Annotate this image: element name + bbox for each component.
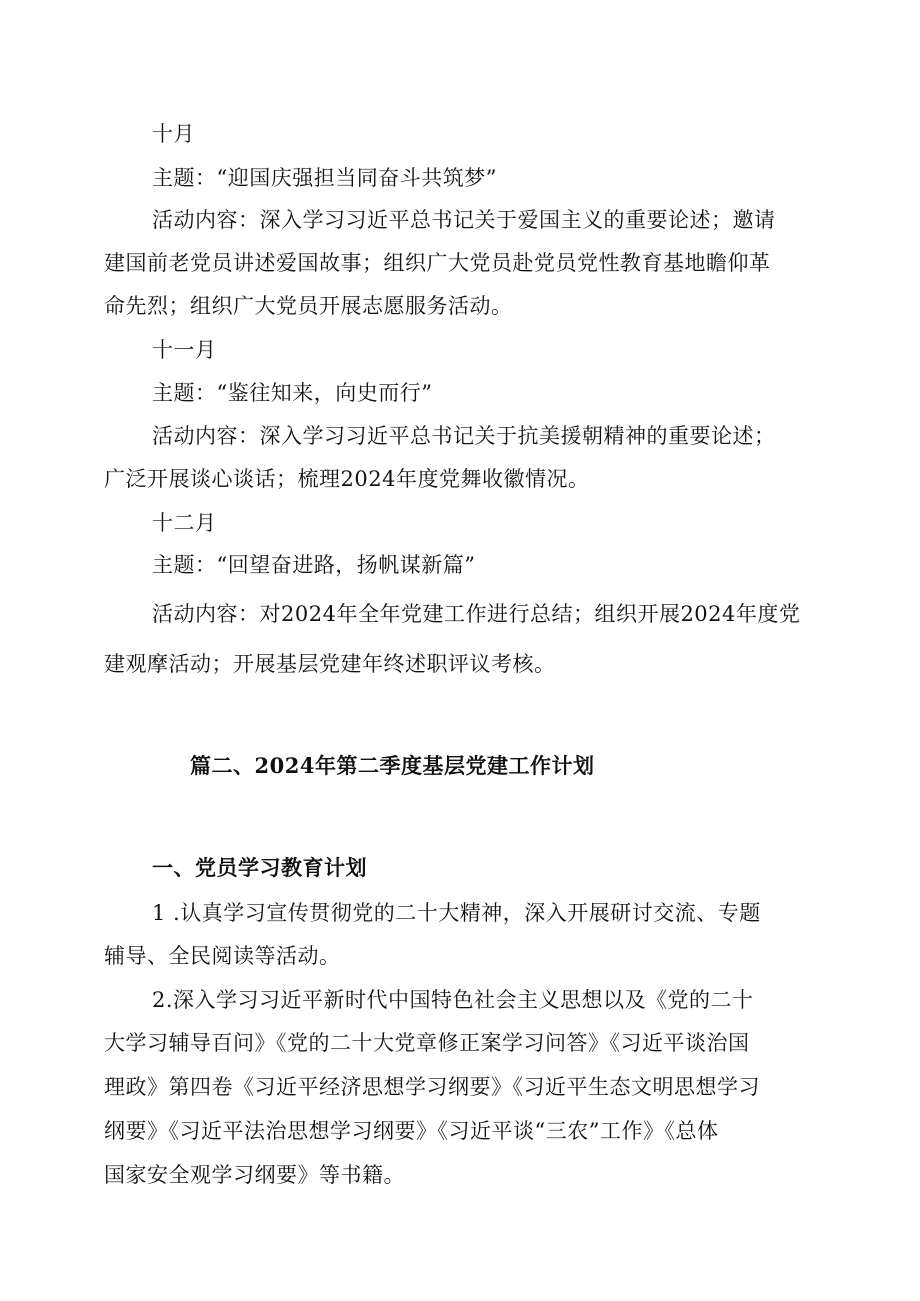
- content-december-line-2: 建观摩活动；开展基层党建年终述职评议考核。: [104, 652, 556, 676]
- item-2-line-5: 国家安全观学习纲要》等书籍。: [104, 1163, 405, 1187]
- theme-december: 主题：“回望奋进路，扬帆谋新篇”: [152, 553, 476, 577]
- item-1-line-1: 1 .认真学习宣传贯彻党的二十大精神，深入开展研讨交流、专题: [152, 901, 761, 925]
- item-2-line-1: 2.深入学习习近平新时代中国特色社会主义思想以及《党的二十: [152, 988, 754, 1012]
- content-october-line-2: 建国前老党员讲述爱国故事；组织广大党员赴党员党性教育基地瞻仰革: [104, 251, 771, 275]
- content-november-line-1: 活动内容：深入学习习近平总书记关于抗美援朝精神的重要论述；: [152, 424, 776, 448]
- item-2-line-4: 纲要》《习近平法治思想学习纲要》《习近平谈“三农”工作》《总体: [104, 1119, 719, 1143]
- content-december-line-1: 活动内容：对2024年全年党建工作进行总结；组织开展2024年度党: [152, 602, 801, 626]
- chapter-title: 篇二、2024年第二季度基层党建工作计划: [190, 753, 595, 778]
- month-heading-december: 十二月: [152, 511, 217, 535]
- section-heading: 一、党员学习教育计划: [152, 855, 367, 880]
- theme-november: 主题：“鉴往知来，向史而行”: [152, 381, 433, 405]
- content-october-line-3: 命先烈；组织广大党员开展志愿服务活动。: [104, 294, 513, 318]
- content-november-line-2: 广泛开展谈心谈话；梳理2024年度党舞收徽情况。: [104, 467, 590, 491]
- item-1-line-2: 辅导、全民阅读等活动。: [104, 944, 341, 968]
- month-heading-october: 十月: [152, 122, 195, 146]
- item-2-line-3: 理政》第四卷《习近平经济思想学习纲要》《习近平生态文明思想学习: [104, 1075, 760, 1099]
- month-heading-november: 十一月: [152, 338, 217, 362]
- theme-october: 主题：“迎国庆强担当同奋斗共筑梦”: [152, 166, 497, 190]
- content-october-line-1: 活动内容：深入学习习近平总书记关于爱国主义的重要论述；邀请: [152, 208, 776, 232]
- item-2-line-2: 大学习辅导百问》《党的二十大党章修正案学习问答》《习近平谈治国: [104, 1031, 750, 1055]
